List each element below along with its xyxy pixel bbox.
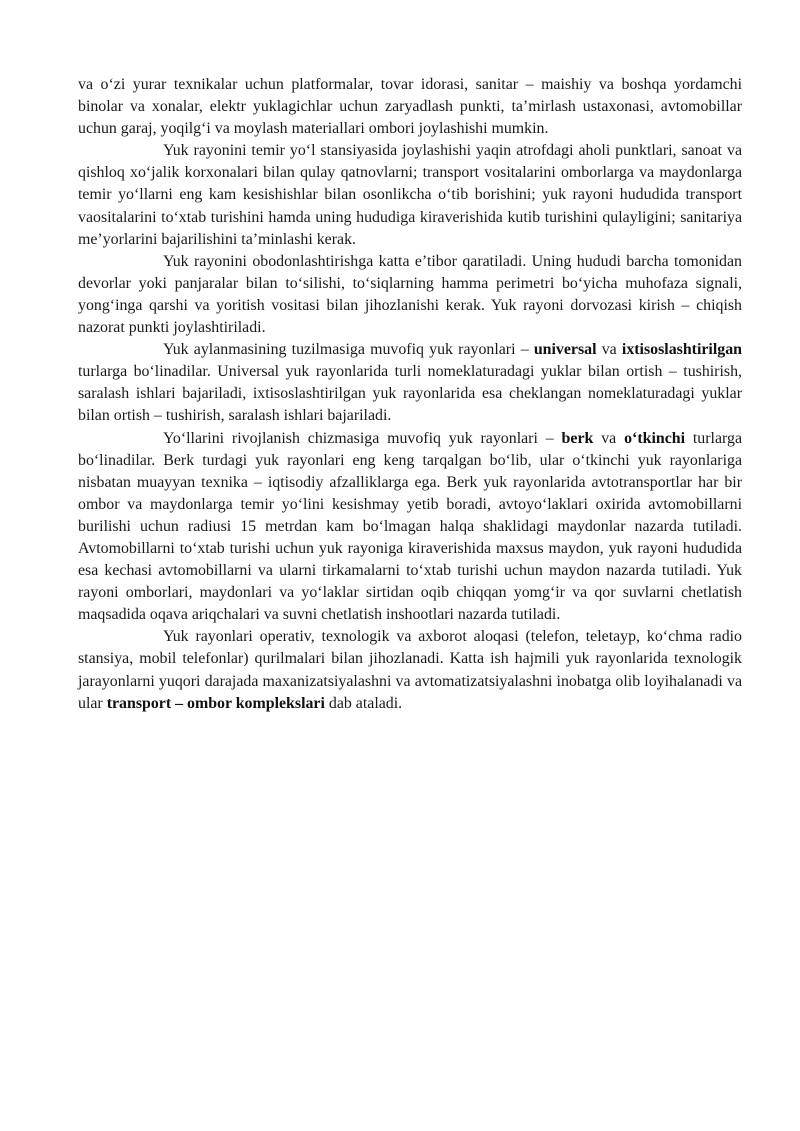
paragraph-1 (78, 74, 742, 140)
paragraph-text: turlarga bo‘linadilar. Universal yuk rayonlarida turli nomeklaturadagi yuklar bilan ortish – tushirish, saralash ishlari bajariladi, ixtisoslashtirilgan yuk rayonlarida esa cheklangan nomeklaturadagi yuklar bilan ortish – tushirish, saralash ishlari bajariladi. (78, 363, 742, 425)
document-page (78, 74, 742, 715)
paragraph-text: va o‘zi yurar texnikalar uchun platformalar, tovar idorasi, sanitar – maishiy va boshqa yordamchi binolar va xonalar, elektr yuklagichlar uchun zaryadlash punkti, ta’mirlash ustaxonasi, avtomobillar uchun garaj, yoqilg‘i va moylash materiallari ombori joylashishi mumkin. (78, 76, 742, 138)
paragraph-text: Yo‘llarini rivojlanish chizmasiga muvofiq yuk rayonlari – (163, 429, 562, 447)
paragraph-text: Yuk rayonini temir yo‘l stansiyasida joylashishi yaqin atrofdagi aholi punktlari, sanoat va qishloq xo‘jalik korxonalari bilan qulay qatnovlarni; transport vositalarini omborlarga va maydonlarga temir yo‘llarni eng kam kesishishlar bilan osonlikcha o‘tib borishini; yuk rayoni hududida transport vaositalarini to‘xtab turishini hamda uning hududiga kiraverishida kutib turishini qulayligini; sanitariya me’yorlarini bajarilishini ta’minlashi kerak. (78, 142, 742, 248)
bold-term-universal: universal (533, 341, 597, 359)
bold-term-ixtisoslashtirilgan: ixtisoslashtirilgan (621, 341, 742, 359)
paragraph-text: dab ataladi. (324, 694, 403, 712)
paragraph-3 (78, 251, 742, 339)
paragraph-6 (78, 626, 742, 714)
paragraph-text: turlarga bo‘linadilar. Berk turdagi yuk rayonlari eng keng tarqalgan bo‘lib, ular o‘tkinchi yuk rayonlariga nisbatan muayyan texnika – iqtisodiy afzalliklarga ega. Berk yuk rayonlarida avtotransportlar har bir ombor va maydonlarga temir yo‘lini kesishmay yetib boradi, avtoyo‘laklari oxirida avtomobillarni burilishi uchun radiusi 15 metrdan kam bo‘lmagan halqa shaklidagi maydonlar nazarda tutiladi. Avtomobillarni to‘xtab turishi uchun yuk rayoniga kiraverishida maxsus maydon, yuk rayoni hududida esa kechasi avtomobillarni va ularni tirkamalarni to‘xtab turishi uchun maydon nazarda tutiladi. Yuk rayoni omborlari, maydonlari va yo‘laklar sirtidan oqib chiqqan yomg‘ir va qor suvlarni chetlatish maqsadida oqava ariqchalari va suvni chetlatish inshootlari nazarda tutiladi. (78, 429, 743, 624)
bold-term-berk: berk (561, 429, 594, 447)
paragraph-4 (78, 339, 742, 427)
paragraph-text: va (596, 341, 622, 359)
paragraph-text: va (593, 429, 625, 447)
bold-term-otkinchi: o‘tkinchi (624, 429, 686, 447)
paragraph-text: Yuk rayonlari operativ, texnologik va axborot aloqasi (telefon, teletayp, ko‘chma radio stansiya, mobil telefonlar) qurilmalari bilan jihozlanadi. Katta ish hajmili yuk rayonlarida texnologik jarayonlarni yuqori darajada maxanizatsiyalashni va avtomatizatsiyalashni inobatga olib loyihalanadi va ular (78, 628, 742, 712)
paragraph-2 (78, 140, 742, 250)
bold-term-transport-ombor-komplekslari: transport – ombor komplekslari (106, 694, 325, 712)
paragraph-text: Yuk rayonini obodonlashtirishga katta e’tibor qaratiladi. Uning hududi barcha tomonidan devorlar yoki panjaralar bilan to‘silishi, to‘siqlarning hamma perimetri bo‘yicha muhofaza signali, yong‘inga qarshi va yoritish vositasi bilan jihozlanishi kerak. Yuk rayoni dorvozasi kirish – chiqish nazorat punkti joylashtiriladi. (78, 252, 742, 337)
paragraph-5 (78, 428, 742, 627)
paragraph-text: Yuk aylanmasining tuzilmasiga muvofiq yuk rayonlari – (163, 341, 534, 359)
